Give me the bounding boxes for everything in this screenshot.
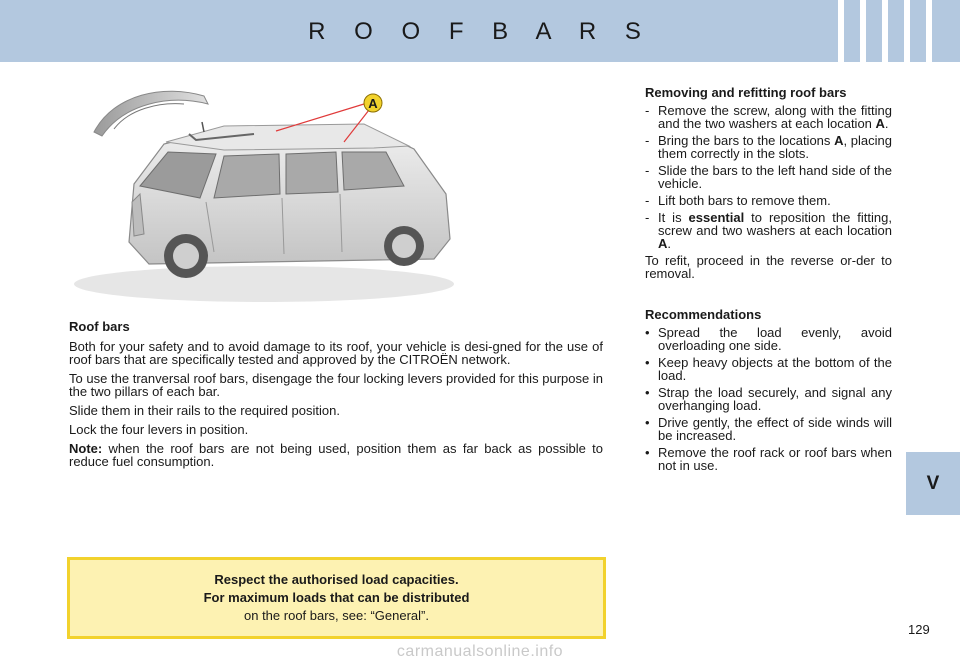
refit-text: To refit, proceed in the reverse or-der to removal. — [645, 253, 892, 281]
roof-bars-section — [69, 320, 603, 474]
note-text: when the roof bars are not being used, position them as far back as possible to reduce fuel consumption. — [69, 441, 603, 469]
note-label: Note: — [69, 441, 103, 456]
roof-bars-note — [69, 442, 603, 468]
list-item: • Strap the load securely, and signal any overhanging load. — [645, 385, 892, 413]
header-band — [0, 0, 960, 62]
chapter-tab — [906, 452, 960, 515]
removing-heading: Removing and refitting roof bars — [645, 85, 847, 100]
removing-section — [645, 86, 892, 476]
page-title: R O O F B A R S — [308, 18, 652, 45]
list-item: • Spread the load evenly, avoid overloading one side. — [645, 325, 892, 353]
page-number: 129 — [908, 622, 930, 637]
roof-bars-heading: Roof bars — [69, 319, 130, 334]
roof-bars-paragraph-2: To use the tranversal roof bars, disengage the four locking levers provided for this purpose in the two pillars of each bar. — [69, 371, 603, 399]
list-item: • Drive gently, the effect of side winds will be increased. — [645, 415, 892, 443]
vehicle-illustration — [74, 74, 474, 306]
recommendations-heading: Recommendations — [645, 307, 762, 322]
list-item: - Remove the screw, along with the fitting and the two washers at each location A. — [645, 103, 892, 131]
load-capacity-warning — [67, 557, 606, 639]
list-item: • Remove the roof rack or roof bars when not in use. — [645, 445, 892, 473]
chapter-tab-label: V — [926, 472, 940, 494]
roof-bars-paragraph-4: Lock the four levers in position. — [69, 422, 249, 437]
list-item: - Slide the bars to the left hand side of the vehicle. — [645, 163, 892, 191]
roof-bars-paragraph-1: Both for your safety and to avoid damage to its roof, your vehicle is desi-gned for the use of roof bars that are specifically tested and approved by the CITROËN network. — [69, 339, 603, 367]
watermark: carmanualsonline.info — [396, 643, 564, 660]
callout-a-label: A — [368, 96, 378, 111]
roof-bars-paragraph-3: Slide them in their rails to the required position. — [69, 403, 340, 418]
list-item: - Bring the bars to the locations A, placing them correctly in the slots. — [645, 133, 893, 161]
list-item: - It is essential to reposition the fitting, screw and two washers at each location A. — [645, 210, 892, 251]
list-item: • Keep heavy objects at the bottom of the load. — [645, 355, 892, 383]
list-item: - Lift both bars to remove them. — [645, 193, 831, 208]
warning-line-1: Respect the authorised load capacities. — [214, 572, 459, 587]
removing-steps-list — [645, 104, 892, 250]
recommendations-list — [645, 326, 892, 472]
warning-line-2: For maximum loads that can be distributed — [203, 590, 470, 605]
warning-line-3: on the roof bars, see: “General”. — [244, 608, 429, 623]
